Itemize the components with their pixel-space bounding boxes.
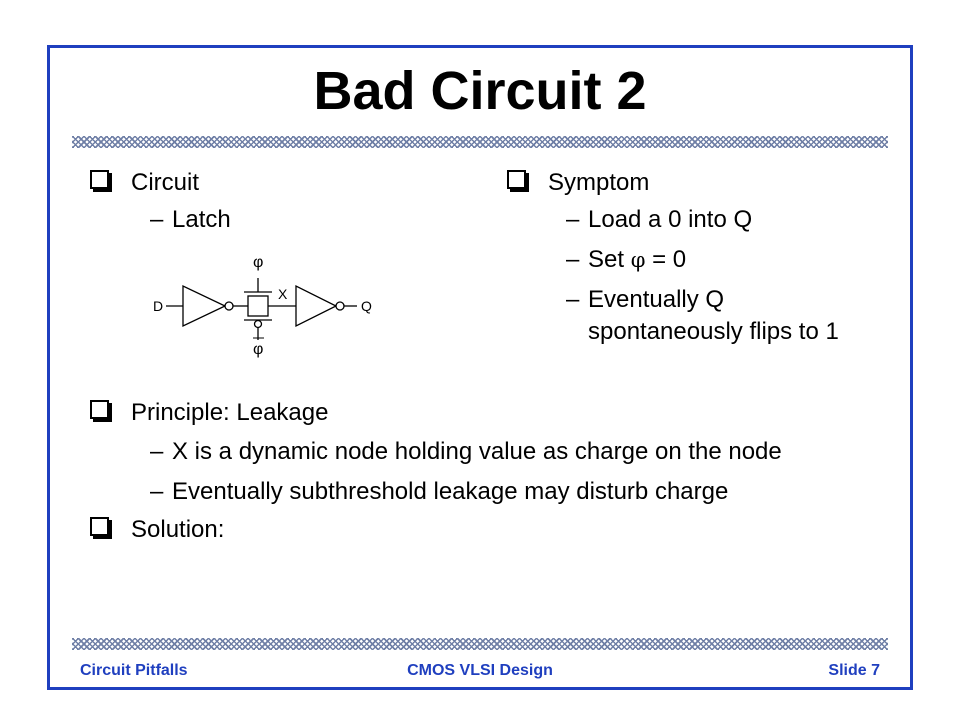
bullet-box-icon	[90, 517, 109, 536]
sub-latch: – Latch	[150, 206, 231, 233]
bullet-box-icon	[90, 170, 109, 189]
title-divider	[72, 136, 888, 148]
symptom-item-1: – Load a 0 into Q	[566, 206, 753, 233]
bullet-symptom: Symptom	[507, 168, 649, 198]
principle-item-1: – X is a dynamic node holding value as charge on the node	[150, 438, 782, 465]
bullet-solution: Solution:	[90, 515, 224, 545]
bullet-circuit: Circuit	[90, 168, 199, 198]
principle-item-2: – Eventually subthreshold leakage may disturb charge	[150, 478, 729, 505]
label-q: Q	[361, 298, 372, 314]
bullet-principle: Principle: Leakage	[90, 398, 328, 428]
symptom-item-2: – Set φ = 0	[566, 246, 687, 273]
inverter-1	[183, 286, 225, 326]
label-d: D	[153, 298, 164, 314]
footer-divider	[72, 638, 888, 650]
symptom-item-3: – Eventually Q	[566, 286, 725, 313]
slide-title: Bad Circuit 2	[313, 61, 647, 121]
footer-right: Slide 7	[828, 662, 880, 679]
label-phi-top: φ	[253, 254, 264, 271]
symptom-item-3-cont: spontaneously flips to 1	[588, 318, 839, 345]
label-x: X	[278, 286, 288, 302]
bullet-box-icon	[507, 170, 526, 189]
inverter-2	[296, 286, 336, 326]
footer-center: CMOS VLSI Design	[407, 662, 553, 679]
latch-diagram	[150, 248, 380, 360]
label-phi-bottom: φ	[253, 341, 264, 358]
bullet-box-icon	[90, 400, 109, 419]
transmission-gate	[248, 296, 268, 316]
footer-left: Circuit Pitfalls	[80, 662, 188, 679]
phi-symbol: φ	[630, 248, 646, 272]
